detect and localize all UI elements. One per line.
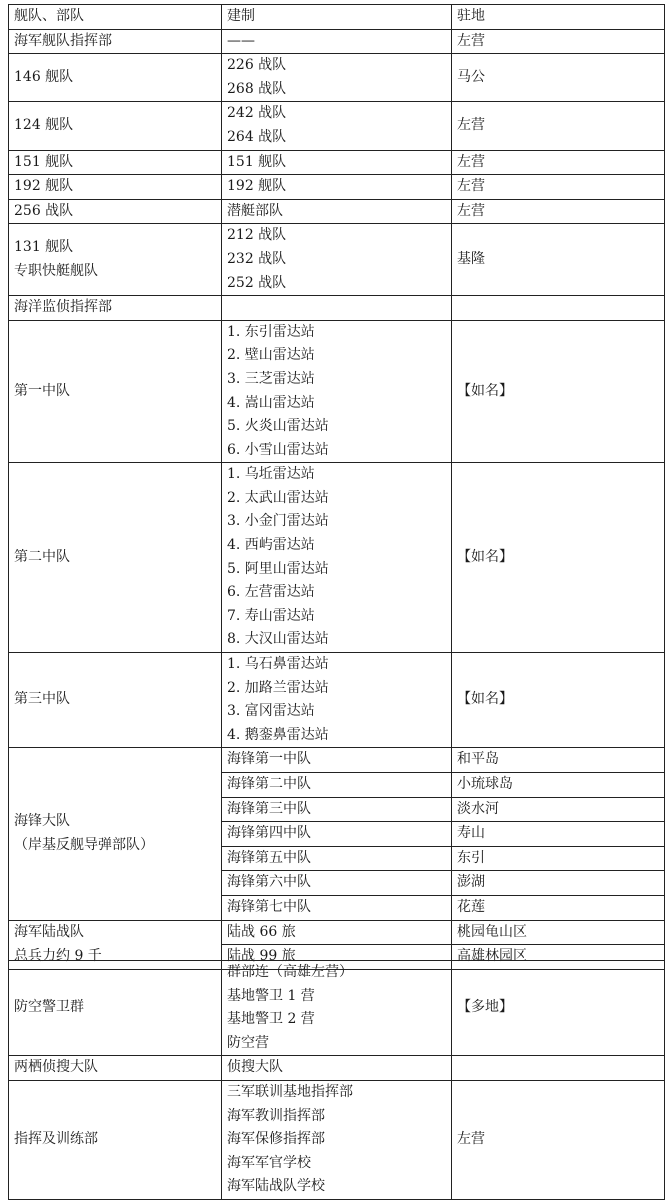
station-cell xyxy=(452,1080,665,1199)
organization-cell-line: 3. 小金门雷达站 xyxy=(227,513,329,530)
header-row xyxy=(9,5,665,30)
station-cell xyxy=(452,961,665,1056)
unit-cell-line: 256 战队 xyxy=(14,202,74,219)
table-row xyxy=(9,920,665,945)
organization-cell-line: 侦搜大队 xyxy=(227,1059,283,1076)
organization-cell-line: 3. 三芝雷达站 xyxy=(227,370,315,387)
organization-cell: 陆战 66 旅 xyxy=(222,920,452,945)
unit-cell-line: 第二中队 xyxy=(14,548,70,565)
unit-cell-line: （岸基反舰导弹部队） xyxy=(14,836,154,853)
unit-cell-line: 总兵力约 9 千 xyxy=(14,947,102,964)
organization-cell-line: 4. 嵩山雷达站 xyxy=(227,394,315,411)
station-cell-line: 【如名】 xyxy=(457,382,513,399)
unit-cell-line: 两栖侦搜大队 xyxy=(14,1059,98,1076)
station-cell-line: 左营 xyxy=(457,117,485,134)
table-row xyxy=(9,320,665,463)
unit-cell-line: 专职快艇舰队 xyxy=(14,262,98,279)
organization-cell-line: 2. 太武山雷达站 xyxy=(227,489,329,506)
unit-cell-line: 146 舰队 xyxy=(14,68,74,85)
unit-cell-line: 第三中队 xyxy=(14,691,70,708)
organization-cell-line: 151 舰队 xyxy=(227,153,287,170)
unit-cell-line: 海洋监侦指挥部 xyxy=(14,299,112,316)
station-cell xyxy=(452,199,665,224)
organization-cell-line: 6. 小雪山雷达站 xyxy=(227,441,329,458)
unit-cell xyxy=(9,29,222,54)
unit-cell xyxy=(9,296,222,321)
station-cell xyxy=(452,296,665,321)
unit-cell xyxy=(9,320,222,463)
unit-cell-line: 海锋大队 xyxy=(14,813,70,830)
station-cell-line: 【如名】 xyxy=(457,548,513,565)
organization-cell-line: 252 战队 xyxy=(227,274,287,291)
station-cell: 高雄林园区 xyxy=(452,945,665,970)
organization-cell xyxy=(222,653,452,748)
station-cell-line: 左营 xyxy=(457,32,485,49)
table-row xyxy=(9,175,665,200)
unit-cell xyxy=(9,748,222,920)
organization-cell: 海锋第二中队 xyxy=(222,773,452,798)
organization-cell xyxy=(222,224,452,296)
organization-cell xyxy=(222,54,452,102)
unit-cell xyxy=(9,961,222,1056)
organization-cell: 海锋第三中队 xyxy=(222,797,452,822)
organization-cell-line: 海军军官学校 xyxy=(227,1154,311,1171)
unit-cell xyxy=(9,1056,222,1081)
station-cell-line: 马公 xyxy=(457,68,485,85)
station-cell xyxy=(452,1056,665,1081)
station-cell: 小琉球岛 xyxy=(452,773,665,798)
organization-cell-line: 三军联训基地指挥部 xyxy=(227,1083,353,1100)
unit-cell-line: 124 舰队 xyxy=(14,117,74,134)
unit-cell xyxy=(9,54,222,102)
organization-cell-line: 242 战队 xyxy=(227,105,287,122)
unit-cell xyxy=(9,1080,222,1199)
station-cell: 澎湖 xyxy=(452,871,665,896)
organization-cell-line: 2. 加路兰雷达站 xyxy=(227,679,329,696)
unit-cell-line: 151 舰队 xyxy=(14,153,74,170)
station-cell: 桃园龟山区 xyxy=(452,920,665,945)
organization-cell-line: 1. 东引雷达站 xyxy=(227,323,315,340)
table-row xyxy=(9,463,665,653)
station-cell-line: 左营 xyxy=(457,153,485,170)
organization-cell xyxy=(222,175,452,200)
organization-cell-line: 232 战队 xyxy=(227,250,287,267)
unit-cell-line: 第一中队 xyxy=(14,382,70,399)
organization-cell xyxy=(222,463,452,653)
organization-cell-line: 5. 阿里山雷达站 xyxy=(227,560,329,577)
station-cell xyxy=(452,224,665,296)
table-row xyxy=(9,296,665,321)
station-cell: 淡水河 xyxy=(452,797,665,822)
station-cell: 和平岛 xyxy=(452,748,665,773)
unit-cell xyxy=(9,102,222,150)
table-row xyxy=(9,102,665,150)
organization-cell: 陆战 99 旅 xyxy=(222,945,452,970)
table-row xyxy=(9,199,665,224)
table-row xyxy=(9,653,665,748)
table-row xyxy=(9,54,665,102)
unit-cell xyxy=(9,224,222,296)
organization-cell xyxy=(222,150,452,175)
station-cell-line: 【多地】 xyxy=(457,999,513,1016)
unit-cell xyxy=(9,150,222,175)
table-row xyxy=(9,1056,665,1081)
table-row xyxy=(9,224,665,296)
organization-cell-line: 8. 大汉山雷达站 xyxy=(227,631,329,648)
station-cell xyxy=(452,29,665,54)
organization-cell-line: 4. 西屿雷达站 xyxy=(227,537,315,554)
table-row xyxy=(9,29,665,54)
organization-cell-line: 基地警卫 1 营 xyxy=(227,987,315,1004)
organization-cell-line: 潜艇部队 xyxy=(227,202,283,219)
station-cell-line: 左营 xyxy=(457,178,485,195)
organization-cell: 海锋第四中队 xyxy=(222,822,452,847)
station-cell xyxy=(452,653,665,748)
unit-cell-line: 海军舰队指挥部 xyxy=(14,32,112,49)
organization-cell-line: 226 战队 xyxy=(227,57,287,74)
table-row xyxy=(9,748,665,773)
station-cell xyxy=(452,102,665,150)
organization-cell-line: 268 战队 xyxy=(227,80,287,97)
station-cell xyxy=(452,463,665,653)
organization-cell: 海锋第七中队 xyxy=(222,895,452,920)
unit-cell-line: 海军陆战队 xyxy=(14,924,84,941)
station-cell-line: 基隆 xyxy=(457,250,485,267)
organization-cell xyxy=(222,1080,452,1199)
station-cell-line: 左营 xyxy=(457,202,485,219)
organization-cell xyxy=(222,1056,452,1081)
table-row xyxy=(9,1080,665,1199)
station-column-header: 驻地 xyxy=(452,5,665,30)
unit-cell xyxy=(9,653,222,748)
station-cell xyxy=(452,175,665,200)
organization-cell: 海锋第六中队 xyxy=(222,871,452,896)
organization-cell xyxy=(222,320,452,463)
organization-cell-line: 4. 鹅銮鼻雷达站 xyxy=(227,726,329,743)
organization-cell-line: 基地警卫 2 营 xyxy=(227,1011,315,1028)
station-cell xyxy=(452,150,665,175)
station-cell: 寿山 xyxy=(452,822,665,847)
unit-table xyxy=(8,4,665,970)
unit-cell-line: 192 舰队 xyxy=(14,178,74,195)
unit-table-continued xyxy=(8,960,665,1200)
organization-cell-line: 6. 左营雷达站 xyxy=(227,584,315,601)
organization-cell xyxy=(222,102,452,150)
organization-cell-line: 1. 乌坵雷达站 xyxy=(227,466,315,483)
organization-cell-line: —— xyxy=(227,32,255,49)
table-row xyxy=(9,150,665,175)
station-cell xyxy=(452,320,665,463)
station-cell: 花莲 xyxy=(452,895,665,920)
unit-cell-line: 指挥及训练部 xyxy=(14,1131,98,1148)
organization-cell: 海锋第一中队 xyxy=(222,748,452,773)
organization-cell-line: 海军保修指挥部 xyxy=(227,1131,325,1148)
organization-cell: 海锋第五中队 xyxy=(222,846,452,871)
organization-cell-line: 1. 乌石鼻雷达站 xyxy=(227,656,329,673)
unit-cell xyxy=(9,463,222,653)
organization-cell-line: 海军陆战队学校 xyxy=(227,1178,325,1195)
organization-cell-line: 防空营 xyxy=(227,1034,269,1051)
unit-cell xyxy=(9,175,222,200)
unit-cell-line: 防空警卫群 xyxy=(14,999,84,1016)
organization-cell-line: 3. 富冈雷达站 xyxy=(227,703,315,720)
organization-cell-line: 212 战队 xyxy=(227,227,287,244)
organization-cell xyxy=(222,961,452,1056)
organization-cell-line: 264 战队 xyxy=(227,128,287,145)
station-cell: 东引 xyxy=(452,846,665,871)
organization-cell-line: 5. 火炎山雷达站 xyxy=(227,418,329,435)
organization-cell-line: 群部连（高雄左营） xyxy=(227,964,353,980)
station-cell xyxy=(452,54,665,102)
unit-column-header: 舰队、部队 xyxy=(9,5,222,30)
organization-cell-line: 7. 寿山雷达站 xyxy=(227,607,315,624)
station-cell-line: 【如名】 xyxy=(457,691,513,708)
organization-cell xyxy=(222,29,452,54)
organization-cell-line: 海军教训指挥部 xyxy=(227,1107,325,1124)
organization-cell-line: 192 舰队 xyxy=(227,178,287,195)
unit-cell xyxy=(9,199,222,224)
station-cell-line: 左营 xyxy=(457,1131,485,1148)
unit-cell-line: 131 舰队 xyxy=(14,239,74,256)
table-row xyxy=(9,961,665,1056)
organization-cell-line: 2. 壁山雷达站 xyxy=(227,347,315,364)
organization-column-header: 建制 xyxy=(222,5,452,30)
organization-cell xyxy=(222,296,452,321)
organization-cell xyxy=(222,199,452,224)
